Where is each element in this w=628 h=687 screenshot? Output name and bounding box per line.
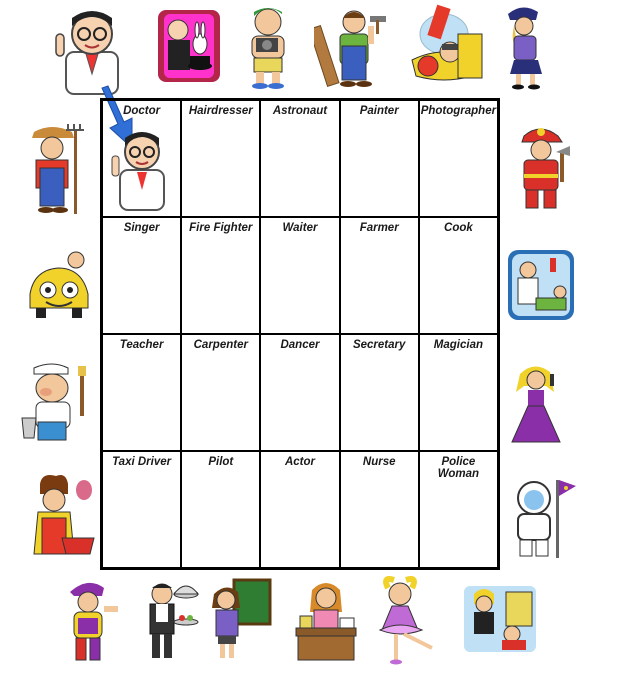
cell-carpenter xyxy=(181,334,260,451)
cell-secretary xyxy=(340,334,419,451)
cell-label: Photographer xyxy=(420,105,497,117)
nurse-icon xyxy=(506,248,576,322)
cell-photographer xyxy=(419,100,498,217)
cell-teacher xyxy=(102,334,181,451)
cell-police-woman xyxy=(419,451,498,568)
cell-pilot xyxy=(181,451,260,568)
cell-painter xyxy=(340,100,419,217)
cell-label: Teacher xyxy=(119,339,164,351)
cell-label: Nurse xyxy=(362,456,396,468)
hairdresser-icon xyxy=(462,584,538,654)
cell-label: Farmer xyxy=(359,222,399,234)
doctor-answer-icon xyxy=(110,120,172,212)
cell-label: Actor xyxy=(284,456,315,468)
cell-label: Pilot xyxy=(208,456,234,468)
secretary-icon xyxy=(292,578,360,664)
doctor-icon xyxy=(52,4,132,96)
cell-fire-fighter xyxy=(181,217,260,334)
cell-label: Waiter xyxy=(282,222,318,234)
cell-actor xyxy=(260,451,339,568)
cell-label: Singer xyxy=(123,222,160,234)
pilot-icon xyxy=(402,4,486,92)
cell-label: Cook xyxy=(444,222,473,234)
carpenter-icon xyxy=(314,6,392,92)
cell-dancer xyxy=(260,334,339,451)
dancer-icon xyxy=(378,576,444,666)
astronaut-icon xyxy=(500,474,578,562)
cell-label: Dancer xyxy=(280,339,320,351)
cell-cook xyxy=(419,217,498,334)
cell-label: Taxi Driver xyxy=(112,456,172,468)
cell-label: Hairdresser xyxy=(188,105,253,117)
cell-hairdresser xyxy=(181,100,260,217)
singer-icon xyxy=(506,362,566,444)
painter-icon xyxy=(20,362,94,446)
farmer-icon xyxy=(22,124,88,216)
magician-icon xyxy=(156,8,222,84)
cell-taxi-driver xyxy=(102,451,181,568)
cell-magician xyxy=(419,334,498,451)
cell-label: Astronaut xyxy=(272,105,328,117)
cell-label: Secretary xyxy=(352,339,406,351)
cell-farmer xyxy=(340,217,419,334)
cell-label: Carpenter xyxy=(193,339,248,351)
waiter-icon xyxy=(138,578,200,662)
actor-icon xyxy=(58,578,124,664)
cell-waiter xyxy=(260,217,339,334)
cook-icon xyxy=(22,474,98,560)
cell-label: Doctor xyxy=(123,105,161,117)
police-woman-icon xyxy=(494,4,550,90)
teacher-icon xyxy=(208,578,272,662)
cell-label: Fire Fighter xyxy=(189,222,253,234)
cell-label: Magician xyxy=(433,339,483,351)
photographer-icon xyxy=(236,4,298,90)
cell-astronaut xyxy=(260,100,339,217)
cell-singer xyxy=(102,217,181,334)
cell-label: Police Woman xyxy=(437,456,480,480)
cell-nurse xyxy=(340,451,419,568)
fire-fighter-icon xyxy=(512,122,574,214)
taxi-driver-icon xyxy=(24,246,94,322)
cell-label: Painter xyxy=(359,105,399,117)
